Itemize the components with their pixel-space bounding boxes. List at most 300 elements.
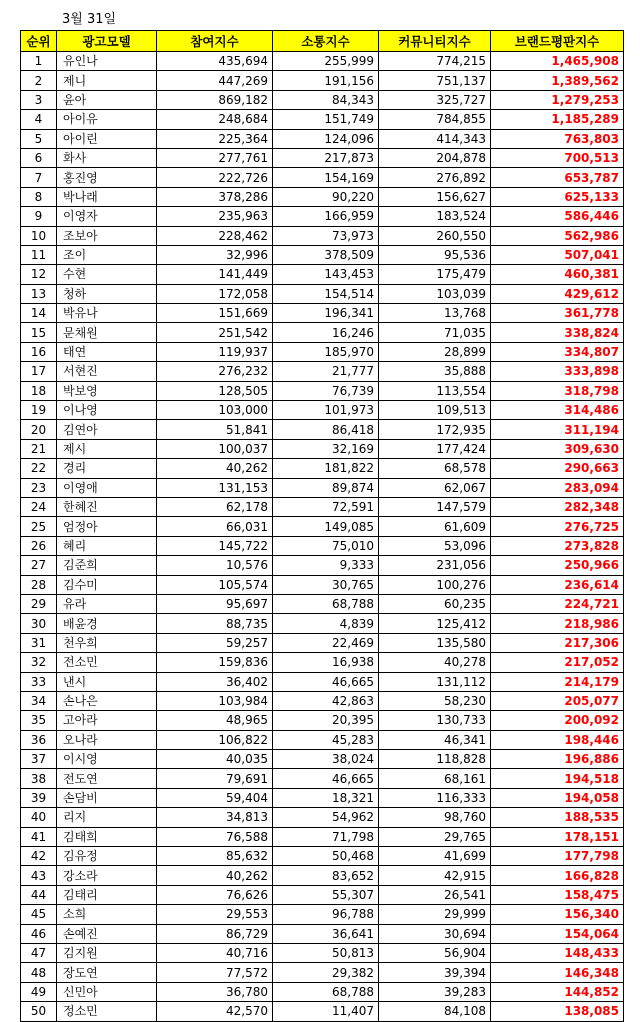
rank-cell: 35 xyxy=(21,711,57,730)
model-name-cell: 태연 xyxy=(57,342,157,361)
table-row xyxy=(21,304,624,323)
communication-cell: 50,813 xyxy=(273,943,379,962)
community-cell: 784,855 xyxy=(379,110,491,129)
table-row xyxy=(21,90,624,109)
participation-cell: 435,694 xyxy=(157,52,273,71)
communication-cell: 72,591 xyxy=(273,497,379,516)
model-name-cell: 김수미 xyxy=(57,575,157,594)
brand-reputation-cell: 1,389,562 xyxy=(491,71,624,90)
rank-cell: 3 xyxy=(21,90,57,109)
model-name-cell: 유라 xyxy=(57,594,157,613)
brand-reputation-cell: 333,898 xyxy=(491,362,624,381)
table-row xyxy=(21,284,624,303)
brand-reputation-cell: 338,824 xyxy=(491,323,624,342)
participation-cell: 29,553 xyxy=(157,905,273,924)
table-row xyxy=(21,439,624,458)
model-name-cell: 배윤경 xyxy=(57,614,157,633)
participation-cell: 151,669 xyxy=(157,304,273,323)
header-communication: 소통지수 xyxy=(273,31,379,52)
rank-cell: 20 xyxy=(21,420,57,439)
community-cell: 113,554 xyxy=(379,381,491,400)
participation-cell: 172,058 xyxy=(157,284,273,303)
participation-cell: 85,632 xyxy=(157,847,273,866)
community-cell: 26,541 xyxy=(379,885,491,904)
rank-cell: 21 xyxy=(21,439,57,458)
communication-cell: 166,959 xyxy=(273,207,379,226)
participation-cell: 36,780 xyxy=(157,982,273,1001)
table-row xyxy=(21,943,624,962)
participation-cell: 235,963 xyxy=(157,207,273,226)
rank-cell: 48 xyxy=(21,963,57,982)
table-row xyxy=(21,71,624,90)
header-community: 커뮤니티지수 xyxy=(379,31,491,52)
brand-reputation-cell: 214,179 xyxy=(491,672,624,691)
community-cell: 13,768 xyxy=(379,304,491,323)
table-row xyxy=(21,827,624,846)
rank-cell: 26 xyxy=(21,536,57,555)
participation-cell: 277,761 xyxy=(157,148,273,167)
participation-cell: 42,570 xyxy=(157,1002,273,1021)
community-cell: 156,627 xyxy=(379,187,491,206)
brand-reputation-cell: 144,852 xyxy=(491,982,624,1001)
community-cell: 118,828 xyxy=(379,750,491,769)
model-name-cell: 한혜진 xyxy=(57,497,157,516)
communication-cell: 50,468 xyxy=(273,847,379,866)
communication-cell: 378,509 xyxy=(273,245,379,264)
brand-reputation-cell: 154,064 xyxy=(491,924,624,943)
rank-cell: 23 xyxy=(21,478,57,497)
brand-reputation-cell: 318,798 xyxy=(491,381,624,400)
participation-cell: 131,153 xyxy=(157,478,273,497)
community-cell: 276,892 xyxy=(379,168,491,187)
brand-reputation-cell: 194,518 xyxy=(491,769,624,788)
brand-reputation-cell: 334,807 xyxy=(491,342,624,361)
community-cell: 135,580 xyxy=(379,633,491,652)
model-name-cell: 화사 xyxy=(57,148,157,167)
community-cell: 774,215 xyxy=(379,52,491,71)
table-row xyxy=(21,808,624,827)
brand-reputation-cell: 250,966 xyxy=(491,556,624,575)
model-name-cell: 청하 xyxy=(57,284,157,303)
rank-cell: 31 xyxy=(21,633,57,652)
table-row xyxy=(21,691,624,710)
community-cell: 53,096 xyxy=(379,536,491,555)
communication-cell: 45,283 xyxy=(273,730,379,749)
model-name-cell: 전도연 xyxy=(57,769,157,788)
brand-reputation-cell: 283,094 xyxy=(491,478,624,497)
rank-cell: 36 xyxy=(21,730,57,749)
community-cell: 39,394 xyxy=(379,963,491,982)
brand-reputation-cell: 188,535 xyxy=(491,808,624,827)
community-cell: 125,412 xyxy=(379,614,491,633)
communication-cell: 73,973 xyxy=(273,226,379,245)
communication-cell: 217,873 xyxy=(273,148,379,167)
brand-reputation-cell: 361,778 xyxy=(491,304,624,323)
table-row xyxy=(21,245,624,264)
table-row xyxy=(21,381,624,400)
model-name-cell: 박보영 xyxy=(57,381,157,400)
table-row xyxy=(21,265,624,284)
community-cell: 56,904 xyxy=(379,943,491,962)
community-cell: 95,536 xyxy=(379,245,491,264)
brand-reputation-cell: 158,475 xyxy=(491,885,624,904)
rank-cell: 18 xyxy=(21,381,57,400)
participation-cell: 225,364 xyxy=(157,129,273,148)
community-cell: 60,235 xyxy=(379,594,491,613)
model-name-cell: 박나래 xyxy=(57,187,157,206)
brand-reputation-cell: 586,446 xyxy=(491,207,624,226)
model-name-cell: 아이린 xyxy=(57,129,157,148)
model-name-cell: 조보아 xyxy=(57,226,157,245)
rank-cell: 43 xyxy=(21,866,57,885)
participation-cell: 88,735 xyxy=(157,614,273,633)
model-name-cell: 수현 xyxy=(57,265,157,284)
rank-cell: 8 xyxy=(21,187,57,206)
community-cell: 28,899 xyxy=(379,342,491,361)
communication-cell: 154,169 xyxy=(273,168,379,187)
community-cell: 40,278 xyxy=(379,653,491,672)
rank-cell: 5 xyxy=(21,129,57,148)
community-cell: 130,733 xyxy=(379,711,491,730)
participation-cell: 228,462 xyxy=(157,226,273,245)
table-row xyxy=(21,226,624,245)
communication-cell: 89,874 xyxy=(273,478,379,497)
participation-cell: 32,996 xyxy=(157,245,273,264)
rank-cell: 6 xyxy=(21,148,57,167)
community-cell: 68,578 xyxy=(379,459,491,478)
brand-reputation-cell: 200,092 xyxy=(491,711,624,730)
model-name-cell: 이나영 xyxy=(57,401,157,420)
brand-reputation-cell: 217,306 xyxy=(491,633,624,652)
model-name-cell: 이영자 xyxy=(57,207,157,226)
brand-reputation-cell: 763,803 xyxy=(491,129,624,148)
rank-cell: 27 xyxy=(21,556,57,575)
model-name-cell: 제니 xyxy=(57,71,157,90)
model-name-cell: 유인나 xyxy=(57,52,157,71)
header-rank: 순위 xyxy=(21,31,57,52)
community-cell: 751,137 xyxy=(379,71,491,90)
table-row xyxy=(21,633,624,652)
table-row xyxy=(21,847,624,866)
communication-cell: 191,156 xyxy=(273,71,379,90)
brand-reputation-cell: 276,725 xyxy=(491,517,624,536)
model-name-cell: 강소라 xyxy=(57,866,157,885)
model-name-cell: 이시영 xyxy=(57,750,157,769)
communication-cell: 151,749 xyxy=(273,110,379,129)
communication-cell: 30,765 xyxy=(273,575,379,594)
participation-cell: 119,937 xyxy=(157,342,273,361)
communication-cell: 196,341 xyxy=(273,304,379,323)
community-cell: 29,765 xyxy=(379,827,491,846)
rank-cell: 44 xyxy=(21,885,57,904)
participation-cell: 77,572 xyxy=(157,963,273,982)
communication-cell: 36,641 xyxy=(273,924,379,943)
model-name-cell: 천우희 xyxy=(57,633,157,652)
model-name-cell: 정소민 xyxy=(57,1002,157,1021)
model-name-cell: 김유정 xyxy=(57,847,157,866)
communication-cell: 124,096 xyxy=(273,129,379,148)
community-cell: 35,888 xyxy=(379,362,491,381)
model-name-cell: 김준희 xyxy=(57,556,157,575)
rank-cell: 13 xyxy=(21,284,57,303)
model-name-cell: 소희 xyxy=(57,905,157,924)
rank-cell: 32 xyxy=(21,653,57,672)
table-row xyxy=(21,963,624,982)
brand-reputation-cell: 146,348 xyxy=(491,963,624,982)
community-cell: 116,333 xyxy=(379,788,491,807)
participation-cell: 128,505 xyxy=(157,381,273,400)
table-row xyxy=(21,129,624,148)
brand-reputation-cell: 218,986 xyxy=(491,614,624,633)
communication-cell: 90,220 xyxy=(273,187,379,206)
model-name-cell: 김지원 xyxy=(57,943,157,962)
brand-reputation-cell: 236,614 xyxy=(491,575,624,594)
participation-cell: 51,841 xyxy=(157,420,273,439)
communication-cell: 84,343 xyxy=(273,90,379,109)
rank-cell: 12 xyxy=(21,265,57,284)
header-model: 광고모델 xyxy=(57,31,157,52)
model-name-cell: 전소민 xyxy=(57,653,157,672)
community-cell: 58,230 xyxy=(379,691,491,710)
model-name-cell: 홍진영 xyxy=(57,168,157,187)
participation-cell: 40,262 xyxy=(157,459,273,478)
brand-reputation-cell: 177,798 xyxy=(491,847,624,866)
model-name-cell: 아이유 xyxy=(57,110,157,129)
model-name-cell: 고아라 xyxy=(57,711,157,730)
participation-cell: 251,542 xyxy=(157,323,273,342)
model-name-cell: 낸시 xyxy=(57,672,157,691)
table-row xyxy=(21,711,624,730)
participation-cell: 105,574 xyxy=(157,575,273,594)
header-participation: 참여지수 xyxy=(157,31,273,52)
table-row xyxy=(21,207,624,226)
participation-cell: 62,178 xyxy=(157,497,273,516)
rank-cell: 28 xyxy=(21,575,57,594)
participation-cell: 141,449 xyxy=(157,265,273,284)
rank-cell: 47 xyxy=(21,943,57,962)
table-row xyxy=(21,614,624,633)
model-name-cell: 신민아 xyxy=(57,982,157,1001)
communication-cell: 185,970 xyxy=(273,342,379,361)
table-row xyxy=(21,1002,624,1021)
table-row xyxy=(21,982,624,1001)
header-brand-reputation: 브랜드평판지수 xyxy=(491,31,624,52)
brand-reputation-cell: 166,828 xyxy=(491,866,624,885)
community-cell: 42,915 xyxy=(379,866,491,885)
rank-cell: 14 xyxy=(21,304,57,323)
rank-cell: 10 xyxy=(21,226,57,245)
community-cell: 41,699 xyxy=(379,847,491,866)
participation-cell: 36,402 xyxy=(157,672,273,691)
communication-cell: 68,788 xyxy=(273,982,379,1001)
table-row xyxy=(21,478,624,497)
table-row xyxy=(21,905,624,924)
rank-cell: 37 xyxy=(21,750,57,769)
brand-reputation-cell: 205,077 xyxy=(491,691,624,710)
participation-cell: 103,984 xyxy=(157,691,273,710)
rank-cell: 42 xyxy=(21,847,57,866)
communication-cell: 149,085 xyxy=(273,517,379,536)
communication-cell: 21,777 xyxy=(273,362,379,381)
rank-cell: 19 xyxy=(21,401,57,420)
rank-cell: 33 xyxy=(21,672,57,691)
table-row xyxy=(21,730,624,749)
rank-cell: 30 xyxy=(21,614,57,633)
brand-reputation-cell: 290,663 xyxy=(491,459,624,478)
model-name-cell: 오나라 xyxy=(57,730,157,749)
table-row xyxy=(21,517,624,536)
rank-cell: 4 xyxy=(21,110,57,129)
community-cell: 175,479 xyxy=(379,265,491,284)
brand-reputation-cell: 156,340 xyxy=(491,905,624,924)
rank-cell: 2 xyxy=(21,71,57,90)
date-label: 3월 31일 xyxy=(62,12,117,27)
participation-cell: 100,037 xyxy=(157,439,273,458)
participation-cell: 76,626 xyxy=(157,885,273,904)
community-cell: 62,067 xyxy=(379,478,491,497)
community-cell: 109,513 xyxy=(379,401,491,420)
rank-cell: 25 xyxy=(21,517,57,536)
brand-reputation-cell: 460,381 xyxy=(491,265,624,284)
participation-cell: 869,182 xyxy=(157,90,273,109)
communication-cell: 9,333 xyxy=(273,556,379,575)
participation-cell: 159,836 xyxy=(157,653,273,672)
rank-cell: 41 xyxy=(21,827,57,846)
community-cell: 231,056 xyxy=(379,556,491,575)
brand-reputation-cell: 507,041 xyxy=(491,245,624,264)
model-name-cell: 손나은 xyxy=(57,691,157,710)
model-name-cell: 혜리 xyxy=(57,536,157,555)
community-cell: 100,276 xyxy=(379,575,491,594)
participation-cell: 86,729 xyxy=(157,924,273,943)
table-row xyxy=(21,866,624,885)
model-name-cell: 조이 xyxy=(57,245,157,264)
participation-cell: 59,404 xyxy=(157,788,273,807)
model-name-cell: 리지 xyxy=(57,808,157,827)
table-row xyxy=(21,459,624,478)
communication-cell: 22,469 xyxy=(273,633,379,652)
communication-cell: 143,453 xyxy=(273,265,379,284)
communication-cell: 46,665 xyxy=(273,769,379,788)
participation-cell: 276,232 xyxy=(157,362,273,381)
brand-reputation-cell: 196,886 xyxy=(491,750,624,769)
model-name-cell: 박유나 xyxy=(57,304,157,323)
rank-cell: 38 xyxy=(21,769,57,788)
model-name-cell: 서현진 xyxy=(57,362,157,381)
community-cell: 30,694 xyxy=(379,924,491,943)
brand-reputation-cell: 178,151 xyxy=(491,827,624,846)
table-row xyxy=(21,653,624,672)
communication-cell: 4,839 xyxy=(273,614,379,633)
rank-cell: 50 xyxy=(21,1002,57,1021)
communication-cell: 181,822 xyxy=(273,459,379,478)
table-row xyxy=(21,168,624,187)
table-row xyxy=(21,323,624,342)
community-cell: 177,424 xyxy=(379,439,491,458)
participation-cell: 48,965 xyxy=(157,711,273,730)
rank-cell: 17 xyxy=(21,362,57,381)
table-row xyxy=(21,52,624,71)
brand-reputation-cell: 1,465,908 xyxy=(491,52,624,71)
model-name-cell: 김태희 xyxy=(57,827,157,846)
rank-cell: 34 xyxy=(21,691,57,710)
table-row xyxy=(21,556,624,575)
community-cell: 84,108 xyxy=(379,1002,491,1021)
model-name-cell: 장도연 xyxy=(57,963,157,982)
communication-cell: 96,788 xyxy=(273,905,379,924)
community-cell: 98,760 xyxy=(379,808,491,827)
model-name-cell: 경리 xyxy=(57,459,157,478)
table-header xyxy=(21,31,624,52)
communication-cell: 83,652 xyxy=(273,866,379,885)
brand-reputation-cell: 138,085 xyxy=(491,1002,624,1021)
table-row xyxy=(21,788,624,807)
participation-cell: 248,684 xyxy=(157,110,273,129)
header-row xyxy=(21,31,624,52)
table-row xyxy=(21,401,624,420)
communication-cell: 16,246 xyxy=(273,323,379,342)
communication-cell: 154,514 xyxy=(273,284,379,303)
table-row xyxy=(21,924,624,943)
community-cell: 172,935 xyxy=(379,420,491,439)
rank-cell: 24 xyxy=(21,497,57,516)
community-cell: 103,039 xyxy=(379,284,491,303)
communication-cell: 101,973 xyxy=(273,401,379,420)
table-row xyxy=(21,885,624,904)
participation-cell: 34,813 xyxy=(157,808,273,827)
brand-reputation-cell: 311,194 xyxy=(491,420,624,439)
communication-cell: 54,962 xyxy=(273,808,379,827)
communication-cell: 11,407 xyxy=(273,1002,379,1021)
table-row xyxy=(21,536,624,555)
brand-reputation-cell: 282,348 xyxy=(491,497,624,516)
rank-cell: 7 xyxy=(21,168,57,187)
participation-cell: 59,257 xyxy=(157,633,273,652)
community-cell: 325,727 xyxy=(379,90,491,109)
model-name-cell: 이영애 xyxy=(57,478,157,497)
brand-reputation-cell: 217,052 xyxy=(491,653,624,672)
participation-cell: 447,269 xyxy=(157,71,273,90)
table-row xyxy=(21,148,624,167)
table-body xyxy=(21,52,624,1022)
table-row xyxy=(21,769,624,788)
table-row xyxy=(21,672,624,691)
brand-reputation-cell: 273,828 xyxy=(491,536,624,555)
brand-reputation-cell: 194,058 xyxy=(491,788,624,807)
communication-cell: 20,395 xyxy=(273,711,379,730)
participation-cell: 106,822 xyxy=(157,730,273,749)
participation-cell: 10,576 xyxy=(157,556,273,575)
communication-cell: 255,999 xyxy=(273,52,379,71)
communication-cell: 76,739 xyxy=(273,381,379,400)
model-name-cell: 윤아 xyxy=(57,90,157,109)
brand-reputation-cell: 198,446 xyxy=(491,730,624,749)
table-row xyxy=(21,750,624,769)
community-cell: 29,999 xyxy=(379,905,491,924)
communication-cell: 75,010 xyxy=(273,536,379,555)
communication-cell: 29,382 xyxy=(273,963,379,982)
communication-cell: 86,418 xyxy=(273,420,379,439)
community-cell: 68,161 xyxy=(379,769,491,788)
communication-cell: 32,169 xyxy=(273,439,379,458)
communication-cell: 68,788 xyxy=(273,594,379,613)
brand-reputation-cell: 700,513 xyxy=(491,148,624,167)
model-name-cell: 김연아 xyxy=(57,420,157,439)
brand-reputation-cell: 1,185,289 xyxy=(491,110,624,129)
rank-cell: 46 xyxy=(21,924,57,943)
model-name-cell: 손담비 xyxy=(57,788,157,807)
brand-reputation-cell: 309,630 xyxy=(491,439,624,458)
